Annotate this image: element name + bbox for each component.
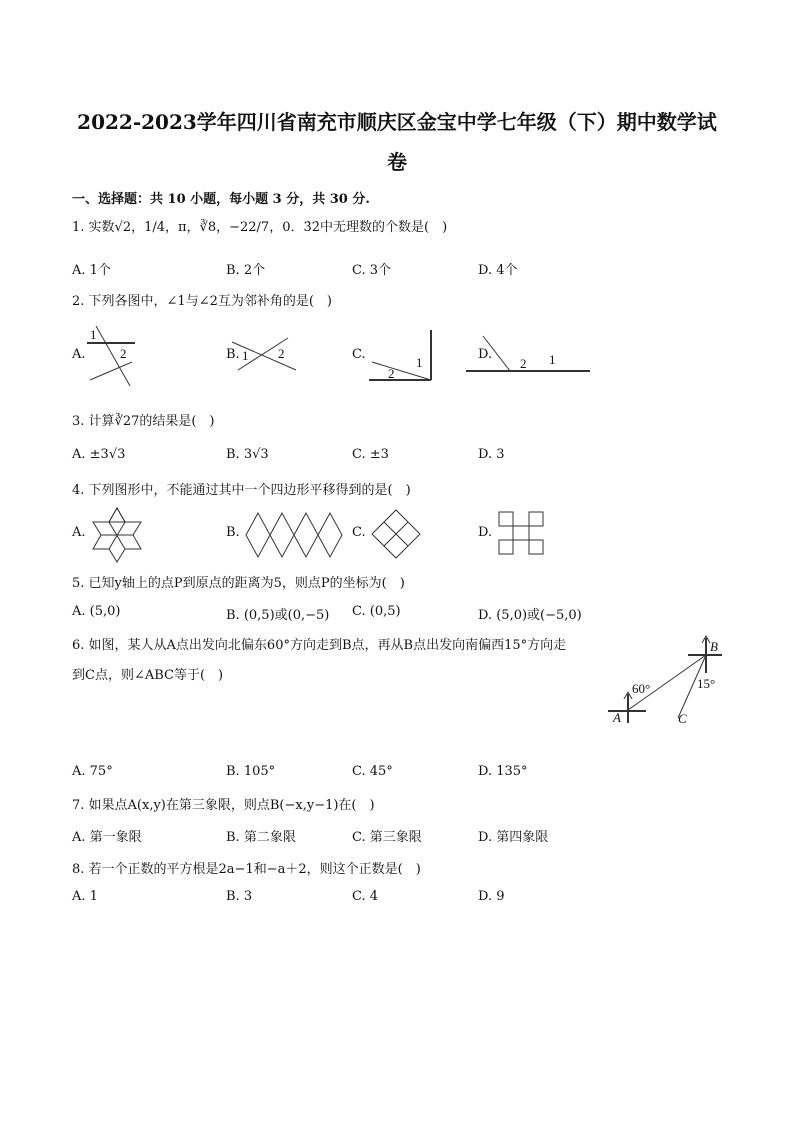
- option-b[interactable]: B. 第二象限: [226, 830, 296, 845]
- option-b[interactable]: B. 105°: [226, 764, 276, 779]
- option-a[interactable]: A. 第一象限: [72, 830, 142, 845]
- page-title: 2022-2023学年四川省南充市顺庆区金宝中学七年级（下）期中数学试: [77, 110, 717, 134]
- question-3: 3. 计算∛27的结果是( ): [72, 414, 215, 429]
- question-1: 1. 实数√2，1/4，π，∛8，−22/7，0．3̇2̇中无理数的个数是( ): [72, 220, 448, 235]
- question-8: 8. 若一个正数的平方根是2a−1和−a＋2，则这个正数是( ): [72, 862, 421, 877]
- option-d[interactable]: D. 3: [478, 447, 505, 462]
- question-6-continued: 到C点，则∠ABC等于( ): [72, 668, 224, 683]
- question-6: 6. 如图，某人从A点出发向北偏东60°方向走到B点，再从B点出发向南偏西15°方向走: [72, 638, 567, 653]
- label-15: 15°: [697, 676, 716, 691]
- option-b[interactable]: B. 3√3: [226, 447, 269, 462]
- question-7: 7. 如果点A(x,y)在第三象限，则点B(−x,y−1)在( ): [72, 798, 375, 813]
- option-a[interactable]: A.: [72, 347, 86, 362]
- svg-text:2: 2: [278, 346, 285, 361]
- option-c[interactable]: C. 45°: [352, 764, 393, 779]
- option-c[interactable]: C. ±3: [352, 447, 389, 462]
- section-heading: 一、选择题：共 10 小题，每小题 3 分，共 30 分.: [72, 192, 370, 207]
- option-a[interactable]: A. ±3√3: [72, 447, 126, 462]
- svg-text:2: 2: [388, 366, 395, 381]
- option-b[interactable]: B.: [226, 347, 240, 362]
- option-d[interactable]: D. 135°: [478, 764, 528, 779]
- option-c[interactable]: C. 3个: [352, 263, 392, 278]
- option-b[interactable]: B. 3: [226, 889, 253, 904]
- page-title-continued: 卷: [387, 150, 407, 174]
- option-d[interactable]: D.: [478, 347, 493, 362]
- option-b[interactable]: B.: [226, 525, 240, 540]
- option-b[interactable]: B. (0,5)或(0,−5): [226, 608, 330, 623]
- question-4: 4. 下列图形中，不能通过其中一个四边形平移得到的是( ): [72, 483, 411, 498]
- label-c: C: [678, 711, 687, 726]
- label-a: A: [613, 710, 621, 725]
- svg-text:2: 2: [520, 356, 527, 371]
- label-b: B: [710, 639, 718, 654]
- option-d[interactable]: D. 第四象限: [478, 830, 549, 845]
- option-a[interactable]: A. 75°: [72, 764, 113, 779]
- option-c[interactable]: C. 4: [352, 889, 379, 904]
- question-2: 2. 下列各图中，∠1与∠2互为邻补角的是( ): [72, 294, 333, 309]
- svg-text:1: 1: [549, 352, 556, 367]
- option-c[interactable]: C.: [352, 525, 366, 540]
- option-d[interactable]: D. (5,0)或(−5,0): [478, 608, 582, 623]
- question-5: 5. 已知y轴上的点P到原点的距离为5，则点P的坐标为( ): [72, 576, 405, 591]
- option-a[interactable]: A. 1: [72, 889, 98, 904]
- option-a[interactable]: A. (5,0): [72, 604, 121, 619]
- option-d[interactable]: D. 9: [478, 889, 505, 904]
- svg-text:1: 1: [242, 348, 249, 363]
- svg-text:2: 2: [120, 346, 127, 361]
- q7-options: [72, 826, 672, 844]
- svg-text:1: 1: [90, 327, 97, 342]
- label-60: 60°: [632, 681, 651, 696]
- svg-text:1: 1: [416, 355, 423, 370]
- q8-options: [72, 889, 672, 907]
- option-d[interactable]: D.: [478, 525, 493, 540]
- option-a[interactable]: A.: [72, 525, 86, 540]
- option-c[interactable]: C. (0,5): [352, 604, 401, 619]
- option-c[interactable]: C.: [352, 347, 366, 362]
- option-d[interactable]: D. 4个: [478, 263, 518, 278]
- q6-options: [72, 764, 672, 782]
- option-a[interactable]: A. 1个: [72, 263, 111, 278]
- option-b[interactable]: B. 2个: [226, 263, 266, 278]
- option-c[interactable]: C. 第三象限: [352, 830, 422, 845]
